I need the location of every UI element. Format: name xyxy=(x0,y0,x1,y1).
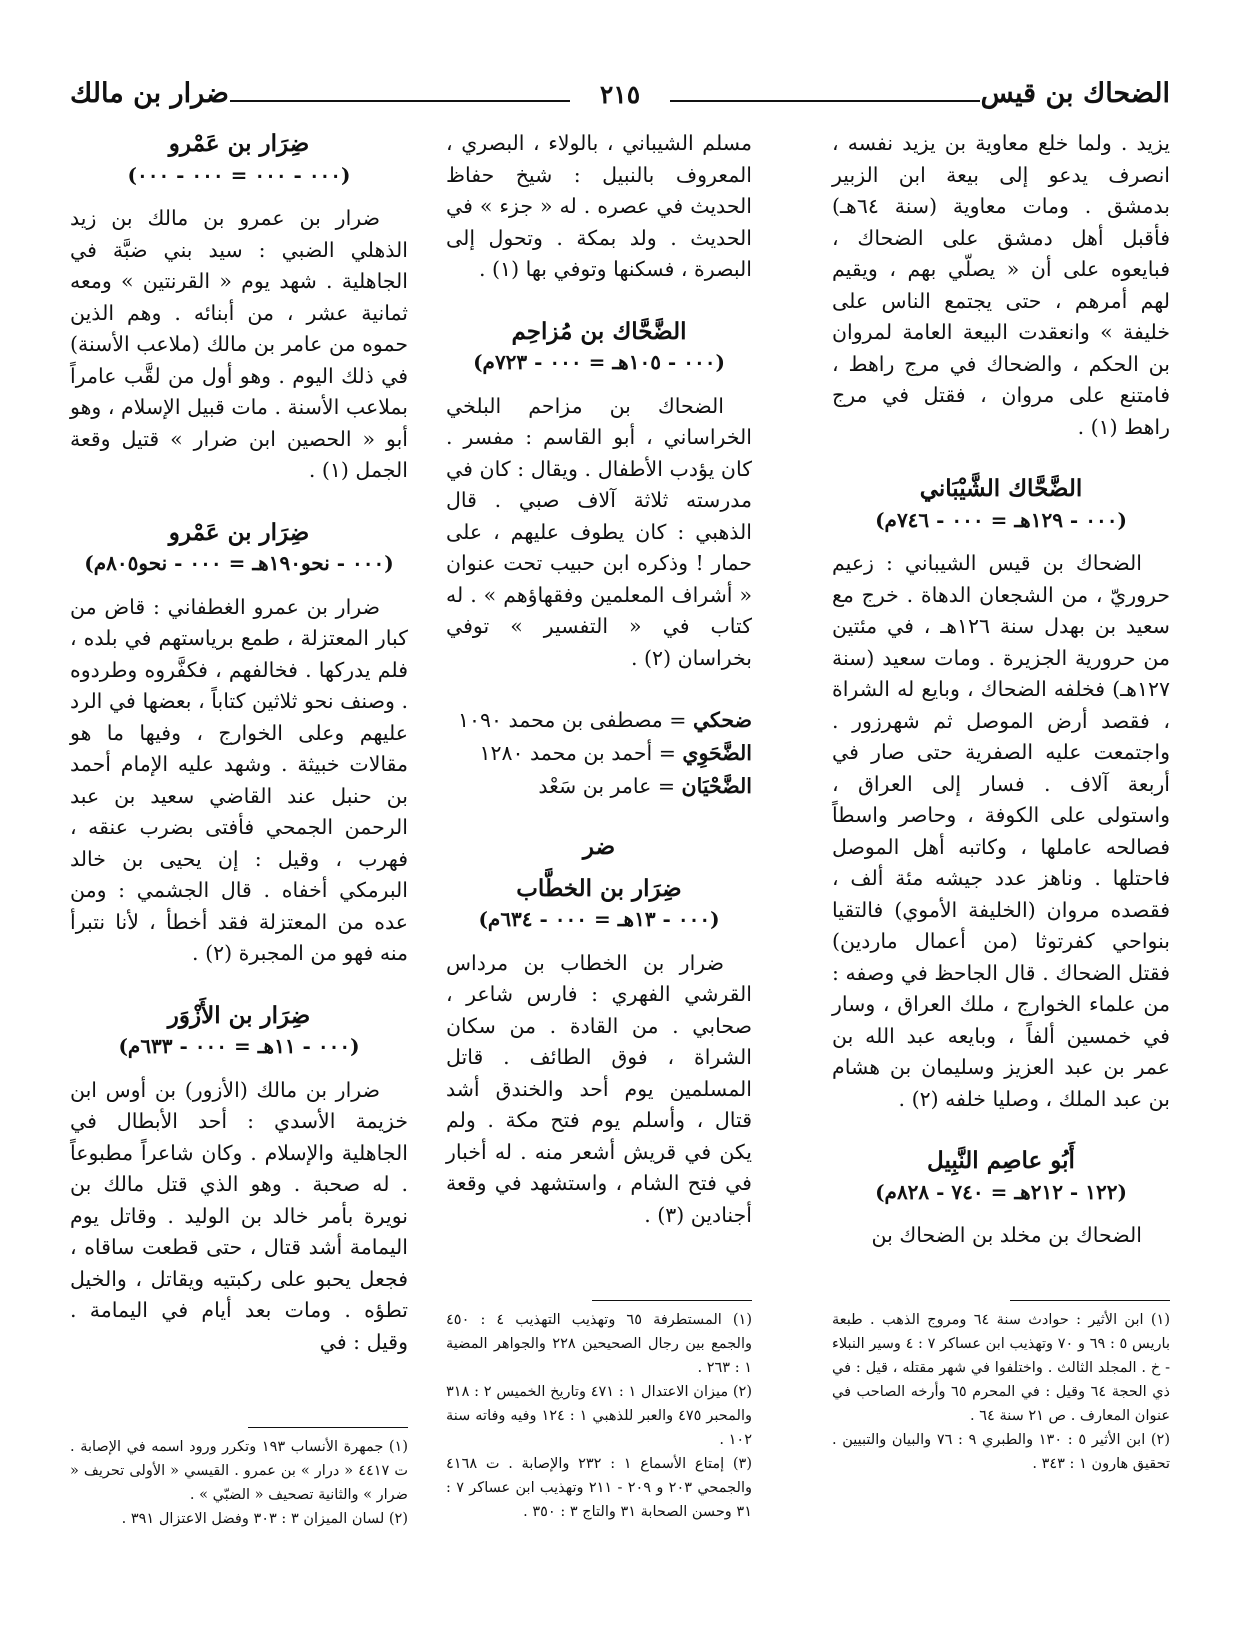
entry-body: ضرار بن مالك (الأزور) بن أوس ابن خزيمة الأسدي : أحد الأبطال في الجاهلية والإسلام . وكان شاعراً مطبوعاً . له صحبة . وهو الذي قتل مالك بن نويرة بأمر خالد بن الوليد . وقاتل يوم اليمامة أشد قتال ، حتى قطعت ساقاه ، فجعل يحبو على ركبتيه ويقاتل ، والخيل تطؤه . ومات بعد أيام في اليمامة . وقيل : في xyxy=(70,1077,408,1354)
xref-line xyxy=(446,704,752,737)
footnote: (١) المستطرفة ٦٥ وتهذيب التهذيب ٤ : ٤٥٠ والجمع بين رجال الصحيحين ٢٢٨ والجواهر المضية ١ : ٢٦٣ . xyxy=(446,1312,753,1376)
entry-title: ضِرَار بن الخطَّاب xyxy=(516,874,682,902)
entry-dates: (٠٠٠ - نحو١٩٠هـ = ٠٠٠ - نحو٨٠٥م) xyxy=(84,551,394,575)
footnote: (٣) إمتاع الأسماع ١ : ٢٣٢ والإصابة . ت ٤١٦٨ والجمحي ٢٠٣ و ٢٠٩ - ٢١١ وتهذيب ابن عساكر ٧ : ٣١ وحسن الصحابة ٣١ والتاج ٣ : ٣٥٠ . xyxy=(446,1456,752,1520)
xref-head: ضحكي xyxy=(692,708,752,732)
column-left xyxy=(70,128,408,1388)
entry-dates: (٠٠٠ - ١٣هـ = ٠٠٠ - ٦٣٤م) xyxy=(478,907,720,931)
running-head-right: الضحاك بن قيس xyxy=(980,78,1170,109)
footnote: (١) ابن الأثير : حوادث سنة ٦٤ ومروج الذهب . طبعة باريس ٥ : ٦٩ و ٧٠ وتهذيب ابن عساكر ٧ : ٤ وسير النبلاء - خ . المجلد الثالث . واختلفوا في شهر مقتله ، قيل : في ذي الحجة ٦٤ وقيل : في المحرم ٦٥ وأرخه الصاحب في عنوان المعارف . ص ٢١ سنة ٦٤ . xyxy=(832,1312,1171,1424)
entry-body: ضرار بن عمرو بن مالك بن زيد الذهلي الضبي : سيد بني ضبَّة في الجاهلية . شهد يوم « القرنتين » ومعه ثمانية عشر ، من أبنائه . وهم الذين حموه من عامر بن مالك (ملاعب الأسنة) في ذلك اليوم . وهو أول من لقَّب عامراً بملاعب الأسنة . مات قبيل الإسلام ، وهو أبو « الحصين ابن ضرار » قتيل وقعة الجمل (١) . xyxy=(70,206,408,482)
header-rule-right xyxy=(670,100,980,102)
entry-body: ضرار بن عمرو الغطفاني : قاض من كبار المعتزلة ، طمع برياستهم في بلده ، فلم يدركها . فخالفهم ، فكفَّروه وطردوه . وصنف نحو ثلاثين كتاباً ، بعضها في الرد عليهم وعلى الخوارج ، وفيها ما هو مقالات خبيثة . وشهد عليه الإمام أحمد بن حنبل عند القاضي سعيد بن عبد الرحمن الجمحي فأفتى بضرب عنقه ، فهرب ، وقيل : إن يحيى بن خالد البرمكي أخفاه . قال الجشمي : ومن عده من المعتزلة فقد أخطأ ، لأنا نتبرأ منه فهو من المجبرة (٢) . xyxy=(70,594,408,965)
entry-continuation: يزيد . ولما خلع معاوية بن يزيد نفسه ، انصرف يدعو إلى بيعة ابن الزبير بدمشق . ومات معاوية (سنة ٦٤هـ) فأقبل أهل دمشق على الضحاك ، فبايعوه على أن « يصلّي بهم ، ويقيم لهم أمرهم ، حتى يجتمع الناس على خليفة » وانعقدت البيعة العامة لمروان بن الحكم ، والضحاك في مرج راهط ، فامتنع على مروان ، فقتل في مرج راهط (١) . xyxy=(832,131,1170,439)
column-middle xyxy=(446,128,752,1261)
entry-dates: (٠٠٠ - ١٠٥هـ = ٠٠٠ - ٧٢٣م) xyxy=(473,350,725,374)
entry-body: ضرار بن الخطاب بن مرداس القرشي الفهري : فارس شاعر ، صحابي . من القادة . من سكان الشراة ، فوق الطائف . قاتل المسلمين يوم أحد والخندق أشد قتال ، وأسلم يوم فتح مكة . ولم يكن في قريش أشعر منه . له أخبار في فتح الشام ، واستشهد في وقعة أجنادين (٣) . xyxy=(446,950,752,1227)
entry-title: ضِرَار بن عَمْرو xyxy=(168,130,310,157)
entry-dates: (٠٠٠ - ١٢٩هـ = ٠٠٠ - ٧٤٦م) xyxy=(875,507,1127,532)
footnote: (٢) ميزان الاعتدال ١ : ٤٧١ وتاريخ الخميس ٢ : ٣١٨ والمحبر ٤٧٥ والعبر للذهبي ١ : ١٢٤ وفيه وفاته سنة ١٠٢ . xyxy=(446,1384,752,1448)
xref-line xyxy=(446,770,752,803)
footnote: (٢) ابن الأثير ٥ : ١٣٠ والطبري ٩ : ٧٦ والبيان والتبيين . تحقيق هارون ١ : ٣٤٣ . xyxy=(832,1432,1170,1472)
column-right xyxy=(832,128,1170,1282)
entry-dates: (١٢٢ - ٢١٢هـ = ٧٤٠ - ٨٢٨م) xyxy=(875,1179,1127,1204)
entry-title: الضَّحَّاك الشَّيْبَاني xyxy=(919,475,1083,502)
entry-dates: (٠٠٠ - ٠٠٠ = ٠٠٠ - ٠٠٠) xyxy=(127,162,351,187)
xref-target: = مصطفى بن محمد ١٠٩٠ xyxy=(457,708,687,732)
footnote: (١) جمهرة الأنساب ١٩٣ وتكرر ورود اسمه في الإصابة . ت ٤٤١٧ « درار » بن عمرو . القيسي « الأولى تحريف « ضرار » والثانية تصحيف « الضبّي » . xyxy=(70,1439,409,1503)
xref-line xyxy=(446,737,752,770)
footnote-rule-left xyxy=(248,1427,408,1428)
cross-references xyxy=(446,704,752,803)
entry-body: الضحاك بن مزاحم البلخي الخراساني ، أبو القاسم : مفسر . كان يؤدب الأطفال . ويقال : كان في مدرسته ثلاثة آلاف صبي . قال الذهبي : كان يطوف عليهم ، على حمار ! وذكره ابن حبيب تحت عنوان « أشراف المعلمين وفقهاؤهم » . له كتاب في « التفسير » توفي بخراسان (٢) . xyxy=(446,393,752,670)
footnote: (٢) لسان الميزان ٣ : ٣٠٣ وفضل الاعتزال ٣٩١ . xyxy=(121,1511,408,1527)
entry-body: الضحاك بن مخلد بن الضحاك بن xyxy=(871,1223,1142,1247)
entry-title: الضَّحَّاك بن مُزاحِم xyxy=(511,317,687,345)
entry-title: ضِرَار بن الأَزْوَر xyxy=(167,1001,311,1029)
xref-head: الضَّحَوِي xyxy=(682,741,752,765)
entry-body: الضحاك بن قيس الشيباني : زعيم حروريّ ، من الشجعان الدهاة . خرج مع سعيد بن بهدل سنة ١٢٦هـ ، في مئتين من حرورية الجزيرة . ومات سعيد (سنة ١٢٧هـ) فخلفه الضحاك ، وبايع له الشراة ، فقصد أرض الموصل ثم شهرزور . واجتمعت عليه الصفرية حتى صار في أربعة آلاف . فسار إلى العراق ، واستولى على الكوفة ، وحاصر واسطاً فصالحه عاملها ، وكاتبه أهل الموصل فاحتلها . وناهز عدد جيشه مئة ألف ، فقصده مروان (الخليفة الأموي) فالتقيا بنواحي كفرتوثا (من أعمال ماردين) فقتل الضحاك . قال الجاحظ في وصفه : من علماء الخوارج ، ملك العراق ، وسار في خمسين ألفاً ، وبايعه عبد الله بن عمر بن عبد العزيز وسليمان بن هشام بن عبد الملك ، وصليا خلفه (٢) . xyxy=(832,551,1170,1111)
xref-head: الضَّحْيَان xyxy=(681,774,752,798)
section-letter: ضر xyxy=(582,833,616,860)
footnotes-right xyxy=(832,1308,1170,1476)
xref-target: = عامر بن سَعْد xyxy=(538,774,676,798)
entry-dates: (٠٠٠ - ١١هـ = ٠٠٠ - ٦٣٣م) xyxy=(118,1034,360,1058)
xref-target: = أحمد بن محمد ١٢٨٠ xyxy=(479,741,676,765)
footnote-rule-right xyxy=(1010,1300,1170,1301)
page-number: ٢١٥ xyxy=(588,80,652,109)
entry-title: أَبُو عاصِم النَّبِيل xyxy=(927,1147,1075,1174)
footnote-rule-middle xyxy=(592,1300,752,1301)
running-head-left: ضرار بن مالك xyxy=(70,78,229,109)
entry-title: ضِرَار بن عَمْرو xyxy=(168,518,310,546)
header-rule-left xyxy=(230,100,570,102)
entry-continuation: مسلم الشيباني ، بالولاء ، البصري ، المعروف بالنبيل : شيخ حفاظ الحديث في عصره . له « جزء » في الحديث . ولد بمكة . وتحول إلى البصرة ، فسكنها وتوفي بها (١) . xyxy=(446,131,752,281)
page-header xyxy=(70,74,1170,118)
footnotes-left xyxy=(70,1435,408,1531)
footnotes-middle xyxy=(446,1308,752,1524)
